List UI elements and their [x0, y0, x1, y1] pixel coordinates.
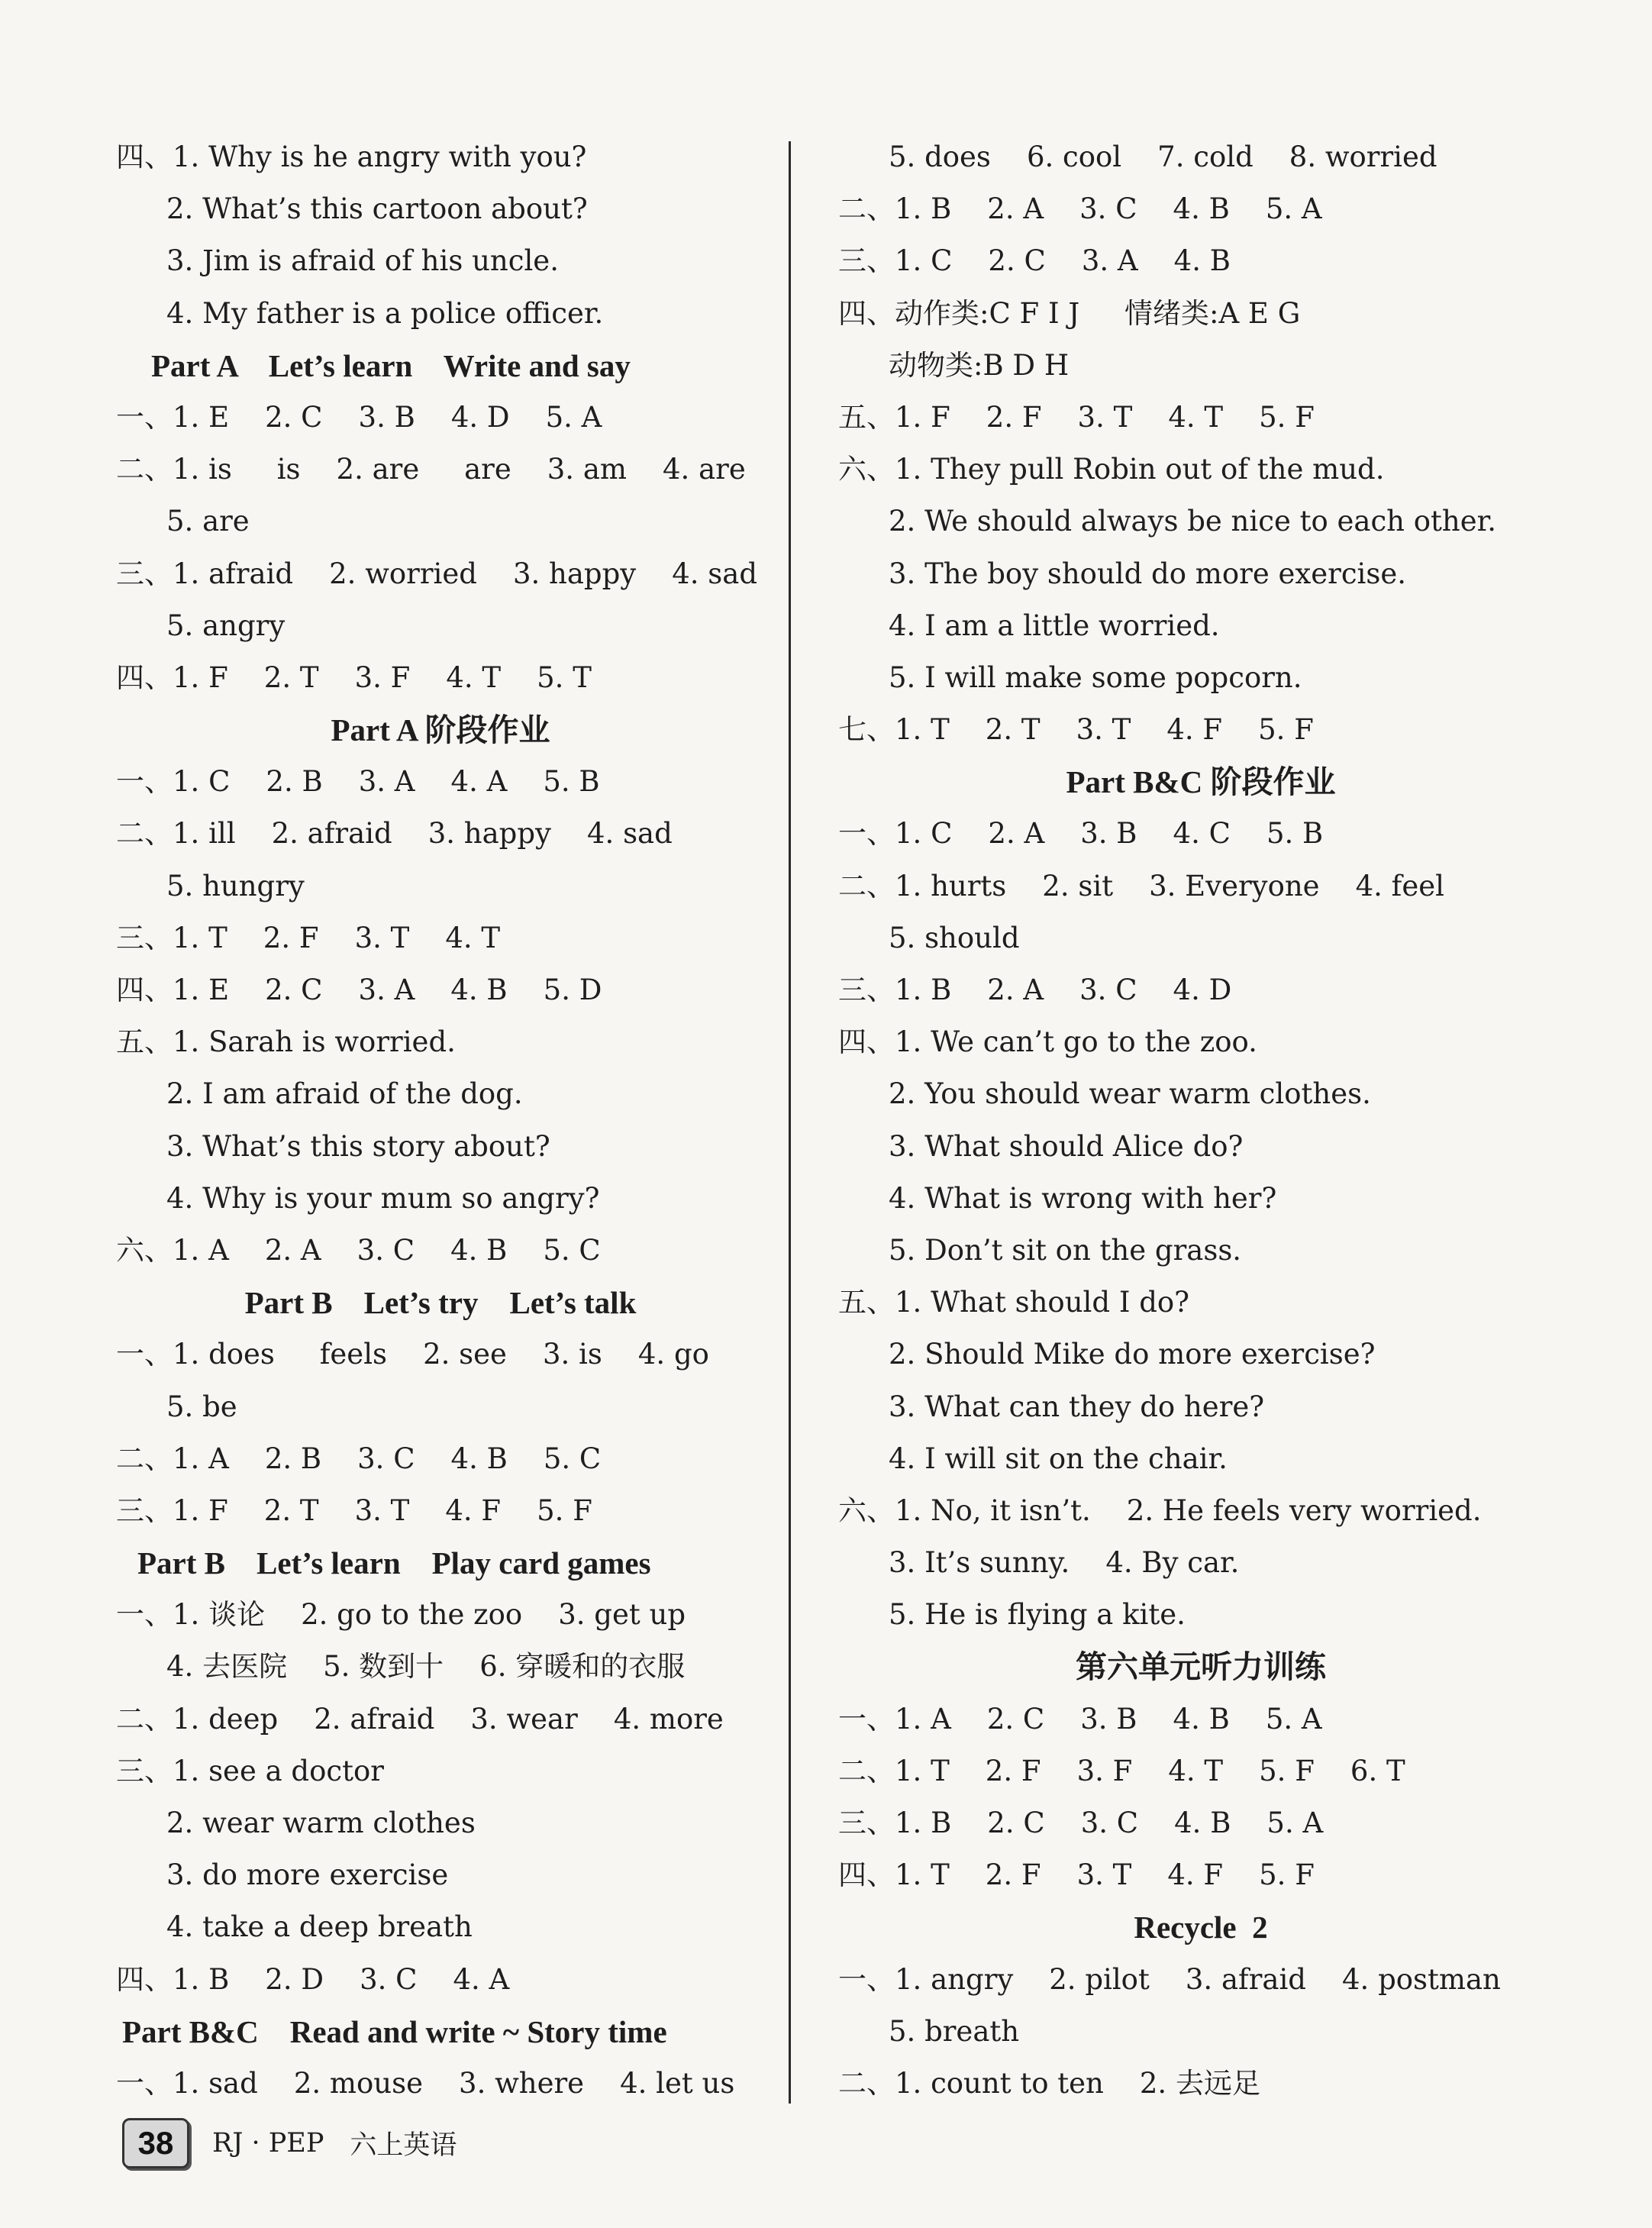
answer-line: 三、1. see a doctor: [116, 1754, 384, 1787]
section-heading: 第六单元听力训练: [1076, 1649, 1326, 1685]
answer-line: 2. You should wear warm clothes.: [889, 1077, 1371, 1111]
answer-line: 4. I am a little worried.: [889, 609, 1220, 642]
answer-line: 五、1. F 2. F 3. T 4. T 5. F: [838, 400, 1315, 434]
answer-line: 二、1. hurts 2. sit 3. Everyone 4. feel: [838, 869, 1445, 903]
answer-line: 一、1. C 2. B 3. A 4. A 5. B: [116, 765, 600, 799]
section-heading: Part A Let’s learn Write and say: [151, 347, 631, 383]
answer-line: 二、1. count to ten 2. 去远足: [838, 2066, 1260, 2100]
answer-line: 四、1. B 2. D 3. C 4. A: [116, 1962, 510, 1996]
answer-line: 2. Should Mike do more exercise?: [889, 1338, 1376, 1371]
page-number: 38: [137, 2125, 174, 2161]
answer-line: 2. I am afraid of the dog.: [166, 1077, 523, 1111]
section-heading: Part B Let’s try Let’s talk: [244, 1285, 637, 1321]
section-heading: Part B&C Read and write ~ Story time: [122, 2013, 667, 2049]
answer-line: 三、1. B 2. A 3. C 4. D: [838, 974, 1232, 1006]
answer-line: 三、1. F 2. T 3. T 4. F 5. F: [116, 1493, 592, 1527]
answer-line: 5. Don’t sit on the grass.: [889, 1233, 1242, 1267]
answer-line: 3. What should Alice do?: [889, 1129, 1244, 1163]
answer-line: 2. What’s this cartoon about?: [166, 192, 588, 226]
edition-label: RJ · PEP: [212, 2128, 324, 2159]
answer-line: 三、1. T 2. F 3. T 4. T: [116, 921, 501, 954]
answer-line: 七、1. T 2. T 3. T 4. F 5. F: [838, 713, 1314, 747]
answer-line: 六、1. No, it isn’t. 2. He feels very worried.: [838, 1493, 1482, 1527]
answer-line: 二、1. A 2. B 3. C 4. B 5. C: [116, 1442, 602, 1475]
answer-line: 二、1. B 2. A 3. C 4. B 5. A: [838, 192, 1322, 226]
answer-line: 四、1. We can’t go to the zoo.: [838, 1025, 1257, 1059]
answer-line: 4. 去医院 5. 数到十 6. 穿暖和的衣服: [166, 1650, 686, 1684]
answer-line: 一、1. sad 2. mouse 3. where 4. let us: [116, 2066, 735, 2100]
section-heading: Recycle 2: [1134, 1910, 1268, 1945]
page-number-badge: [122, 2118, 189, 2168]
answer-line: 2. We should always be nice to each other.: [889, 505, 1497, 538]
answer-line: 一、1. A 2. C 3. B 4. B 5. A: [838, 1702, 1322, 1736]
answer-line: 动物类:B D H: [889, 348, 1070, 382]
section-heading: Part B&C 阶段作业: [1066, 764, 1336, 800]
answer-line: 三、1. B 2. C 3. C 4. B 5. A: [838, 1807, 1324, 1839]
answer-line: 四、1. T 2. F 3. T 4. F 5. F: [838, 1858, 1315, 1892]
answer-line: 二、1. deep 2. afraid 3. wear 4. more: [116, 1702, 724, 1736]
page-footer: [122, 2117, 457, 2170]
subject-label: 六上英语: [350, 2130, 457, 2161]
answer-line: 四、动作类:C F I J 情绪类:A E G: [838, 296, 1301, 330]
answer-line: 4. My father is a police officer.: [166, 296, 604, 330]
answer-line: 4. What is wrong with her?: [889, 1181, 1277, 1215]
answer-line: 5. hungry: [166, 869, 305, 903]
answer-line: 六、1. A 2. A 3. C 4. B 5. C: [116, 1233, 601, 1267]
answer-line: 二、1. T 2. F 3. F 4. T 5. F 6. T: [838, 1754, 1405, 1787]
answer-line: 3. The boy should do more exercise.: [889, 557, 1407, 590]
answer-line: 一、1. C 2. A 3. B 4. C 5. B: [838, 817, 1324, 851]
answer-line: 五、1. What should I do?: [838, 1286, 1189, 1319]
answer-line: 二、1. ill 2. afraid 3. happy 4. sad: [116, 817, 673, 851]
answer-line: 2. wear warm clothes: [166, 1807, 476, 1839]
section-heading: Part A 阶段作业: [331, 712, 550, 748]
answer-line: 5. angry: [166, 609, 286, 642]
answer-line: 三、1. afraid 2. worried 3. happy 4. sad: [116, 557, 758, 590]
answer-line: 4. Why is your mum so angry?: [166, 1181, 600, 1215]
section-heading: Part B Let’s learn Play card games: [137, 1545, 651, 1581]
answer-line: 四、1. Why is he angry with you?: [116, 140, 587, 173]
answer-line: 六、1. They pull Robin out of the mud.: [838, 453, 1385, 486]
answer-line: 5. does 6. cool 7. cold 8. worried: [889, 140, 1437, 173]
answer-line: 3. Jim is afraid of his uncle.: [166, 244, 559, 278]
column-divider: [789, 141, 791, 2104]
answer-line: 二、1. is is 2. are are 3. am 4. are: [116, 453, 746, 486]
answer-line: 3. do more exercise: [166, 1858, 449, 1892]
answer-line: 5. be: [166, 1390, 237, 1423]
answer-line: 5. I will make some popcorn.: [889, 660, 1302, 694]
answer-line: 一、1. does feels 2. see 3. is 4. go: [116, 1338, 709, 1371]
answer-line: 3. It’s sunny. 4. By car.: [889, 1546, 1240, 1580]
answer-line: 一、1. angry 2. pilot 3. afraid 4. postman: [838, 1962, 1501, 1996]
answer-line: 4. take a deep breath: [166, 1910, 473, 1944]
answer-line: 一、1. E 2. C 3. B 4. D 5. A: [116, 400, 602, 434]
right-column: [838, 131, 1563, 2110]
answer-line: 3. What can they do here?: [889, 1390, 1265, 1423]
answer-line: 3. What’s this story about?: [166, 1129, 550, 1163]
answer-line: 一、1. 谈论 2. go to the zoo 3. get up: [116, 1598, 686, 1632]
answer-line: 四、1. E 2. C 3. A 4. B 5. D: [116, 974, 602, 1006]
answer-line: 5. are: [166, 505, 250, 538]
answer-line: 三、1. C 2. C 3. A 4. B: [838, 244, 1231, 278]
answer-line: 4. I will sit on the chair.: [889, 1442, 1228, 1475]
left-column: [116, 131, 765, 2110]
answer-line: 五、1. Sarah is worried.: [116, 1025, 456, 1059]
answer-line: 5. breath: [889, 2014, 1020, 2048]
answer-line: 5. He is flying a kite.: [889, 1598, 1186, 1632]
answer-line: 四、1. F 2. T 3. F 4. T 5. T: [116, 660, 592, 694]
answer-line: 5. should: [889, 921, 1020, 954]
